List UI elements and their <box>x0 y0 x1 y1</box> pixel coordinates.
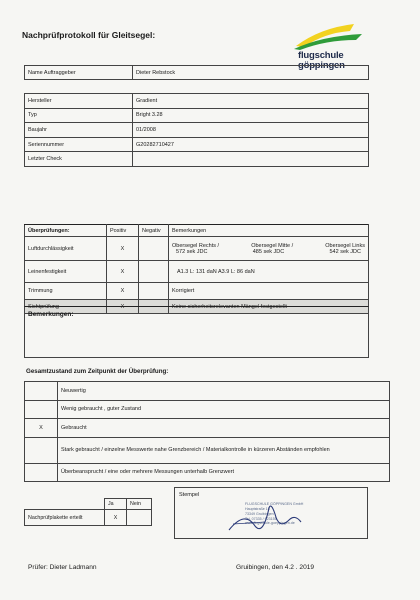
bemerkungen-box <box>24 306 369 358</box>
table-row <box>25 382 390 401</box>
pruef-item: Leinenfestigkeit <box>25 261 107 283</box>
header-bemerkungen: Bemerkungen <box>169 225 369 237</box>
pruef-remarks: A1.3 L: 131 daN A3.9 L: 86 daN <box>169 261 369 283</box>
logo-text-line1: flugschule <box>298 50 344 61</box>
typ-label: Typ <box>25 108 133 123</box>
table-row <box>25 283 369 300</box>
logo-swoosh-icon <box>290 22 370 52</box>
document-title: Nachprüfprotokoll für Gleitsegel: <box>22 30 156 40</box>
plakette-header-nein: Nein <box>127 499 152 510</box>
pruef-remarks: Korrigiert <box>169 283 369 300</box>
bemerkungen-label: Bemerkungen: <box>28 311 74 318</box>
header-positiv: Positiv <box>107 225 139 237</box>
table-row <box>25 94 369 109</box>
stamp-line: Tel. 07335 / 923155 <box>245 516 277 521</box>
zustand-marker <box>25 382 58 401</box>
geraet-table <box>24 93 369 167</box>
ort-datum-text: Gruibingen, den 4.2 . 2019 <box>236 564 315 571</box>
pruefer-text: Prüfer: Dieter Ladmann <box>28 564 97 571</box>
table-row <box>25 237 369 261</box>
pruef-item: Sichtprüfung <box>25 300 107 314</box>
table-row <box>25 108 369 123</box>
table-row <box>25 400 390 419</box>
pruef-negativ <box>139 283 169 300</box>
stamp-line: Hauptstraße 15 <box>245 506 270 511</box>
remark-value-links: 542 sek JDC <box>329 248 361 255</box>
plakette-label: Nachprüfplakette erteilt <box>25 510 105 526</box>
stamp-line: www.flugschule-goeppingen.de <box>245 521 295 526</box>
pruef-positiv: X <box>107 237 139 261</box>
pruef-item: Luftdurchlässigkeit <box>25 237 107 261</box>
zustand-label: Neuwertig <box>58 382 390 401</box>
stempel-box <box>174 487 368 539</box>
table-header-row <box>25 225 369 237</box>
letzter-check-label: Letzter Check <box>25 152 133 167</box>
pruef-negativ <box>139 261 169 283</box>
plakette-header-ja: Ja <box>105 499 127 510</box>
logo-text-line2: göppingen <box>298 60 345 71</box>
table-row <box>25 261 369 283</box>
plakette-table <box>24 498 152 526</box>
auftraggeber-value: Dieter Rebstock <box>133 66 369 80</box>
zustand-marker <box>25 437 58 463</box>
gesamtzustand-table <box>24 381 390 482</box>
zustand-label: Stark gebraucht / einzelne Messwerte nahe Grenzbereich / Materialkontrolle in kürzeren Abständen empfohlen <box>58 437 390 463</box>
header-ueberpruefungen: Überprüfungen: <box>25 225 107 237</box>
table-row <box>25 463 390 482</box>
seriennummer-value: G20282710427 <box>133 137 369 152</box>
plakette-nein-value <box>127 510 152 526</box>
pruef-remarks: Keine sicherheitsrelevanten Mängel festgestellt <box>169 300 369 314</box>
auftraggeber-table <box>24 65 369 80</box>
stamp-line: 73349 Gruibingen <box>245 511 274 516</box>
seriennummer-label: Seriennummer <box>25 137 133 152</box>
zustand-marker <box>25 400 58 419</box>
remark-obersegel-mitte: Obersegel Mitte / <box>251 242 294 249</box>
pruef-positiv: X <box>107 283 139 300</box>
hersteller-label: Hersteller <box>25 94 133 109</box>
baujahr-label: Baujahr <box>25 123 133 138</box>
hersteller-value: Gradient <box>133 94 369 109</box>
header-negativ: Negativ <box>139 225 169 237</box>
zustand-marker <box>25 463 58 482</box>
signature-icon <box>225 500 305 538</box>
zustand-label: Überbeansprucht / eine oder mehrere Messungen unterhalb Grenzwert <box>58 463 390 482</box>
stamp-line: FLUGSCHULE GÖPPINGEN GmbH <box>245 502 304 506</box>
table-row <box>25 66 369 80</box>
typ-value: Bright 3.28 <box>133 108 369 123</box>
zustand-label: Gebraucht <box>58 419 390 438</box>
pruefung-table <box>24 224 369 314</box>
baujahr-value: 01/2008 <box>133 123 369 138</box>
pruef-item: Trimmung <box>25 283 107 300</box>
plakette-ja-value: X <box>105 510 127 526</box>
plakette-corner <box>25 499 105 510</box>
table-row <box>25 123 369 138</box>
table-row <box>25 152 369 167</box>
remark-obersegel-links: Obersegel Links <box>325 242 365 249</box>
remark-obersegel-rechts: Obersegel Rechts / <box>172 242 220 249</box>
gesamtzustand-title: Gesamtzustand zum Zeitpunkt der Überprüfung: <box>26 368 169 375</box>
pruef-positiv: X <box>107 300 139 314</box>
remark-value-mitte: 485 sek JDC <box>252 248 285 255</box>
letzter-check-value <box>133 152 369 167</box>
pruef-negativ <box>139 237 169 261</box>
zustand-label: Wenig gebraucht , guter Zustand <box>58 400 390 419</box>
zustand-marker: X <box>25 419 58 438</box>
table-row <box>25 499 152 510</box>
stempel-label: Stempel <box>179 492 200 498</box>
table-row <box>25 137 369 152</box>
auftraggeber-label: Name Auftraggeber <box>25 66 133 80</box>
remark-value-rechts: 572 sek JDC <box>176 248 208 255</box>
pruef-positiv: X <box>107 261 139 283</box>
table-row <box>25 419 390 438</box>
table-row <box>25 510 152 526</box>
pruef-remarks <box>169 237 369 261</box>
table-row <box>25 437 390 463</box>
